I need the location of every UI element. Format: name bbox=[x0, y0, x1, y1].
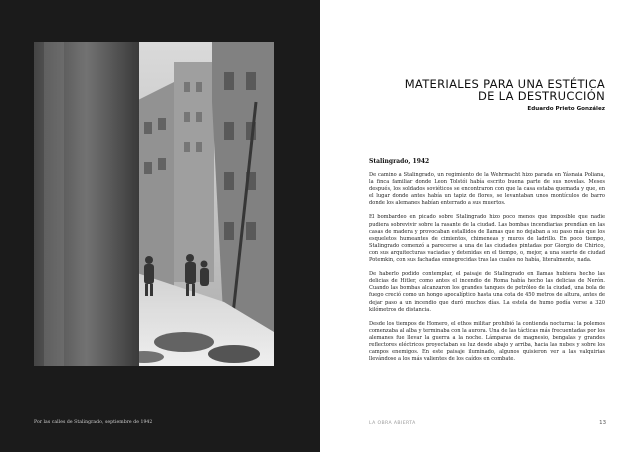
article-title bbox=[385, 78, 605, 102]
article-title-line-2: DE LA DESTRUCCIÓN bbox=[477, 89, 605, 103]
paragraph: Desde los tiempos de Homero, el ethos militar prohibió la contienda nocturna: la polemos comenzaba al alba y terminaba con la aurora. Una de las tácticas más frecuentadas por los alemanes fue llevar la guerra a la noche. Lámparas de magnesio, bengalas y grandes reflectores eléctricos proyectaban su luz desde abajo y arriba, hacia las nubes y sobre los campos enemigos. En este paisaje iluminado, algunos quisieron ver a las valquirias llevándose a los más valientes de los caídos en combate. bbox=[369, 320, 605, 363]
photo-caption: Por las calles de Stalingrado, septiembre de 1942 bbox=[34, 420, 153, 425]
section-heading: Stalingrado, 1942 bbox=[369, 158, 430, 165]
page-number: 13 bbox=[599, 420, 606, 426]
stalingrad-ruins-image bbox=[34, 42, 274, 366]
paragraph: De haberlo podido contemplar, el paisaje de Stalingrado en llamas hubiera hecho las delicias de Hitler, como antes el incendio de Roma había hecho las delicias de Nerón. Cuando las bombas alcanzaron los grandes tanques de petróleo de la ciudad, una bola de fuego creció como un hongo apocalíptico hasta una cota de 450 metros de altura, antes de dejar paso a un incendio que duró muchos días. La estela de humo podía verse a 320 kilómetros de distancia. bbox=[369, 271, 605, 313]
paragraph: El bombardeo en picado sobre Stalingrado hizo poco menos que imposible que nadie pudiera sobrevivir sobre la rasante de la ciudad. Las bombas incendiarias prendían en las casas de madera y provocaban estallidos de llamas que no dejaban a su paso más que los esqueletos humeantes de cimientos, chimeneas y muros de ladrillo. En poco tiempo, Stalingrado comenzó a parecerse a una de las ciudades pintadas por Giorgio de Chirico, con sus arquitecturas vaciadas y detenidas en el tiempo, o, mejor, a una suerte de ciudad Potemkin, con sus fachadas ennegrecidas tras las cuales no había, literalmente, nada. bbox=[369, 214, 605, 264]
article-title-line-1: MATERIALES PARA UNA ESTÉTICA bbox=[404, 77, 605, 91]
magazine-name: LA OBRA ABIERTA bbox=[369, 421, 416, 426]
right-page bbox=[320, 0, 640, 452]
article-body bbox=[369, 172, 605, 370]
war-photograph bbox=[34, 42, 274, 366]
article-author: Eduardo Prieto González bbox=[527, 106, 605, 112]
paragraph: De camino a Stalingrado, un regimiento de la Wehrmacht hizo parada en Yásnaia Poliana, la finca familiar donde Leon Tolstói había escrito buena parte de sus novelas. Meses después, los soldados soviéticos se encontraron con que la casa estaba quemada y que, en el lugar donde antes había un tapiz de flores, se levantaban unos montículos de barro donde los alemanes habían enterrado a sus muertos. bbox=[369, 172, 605, 207]
